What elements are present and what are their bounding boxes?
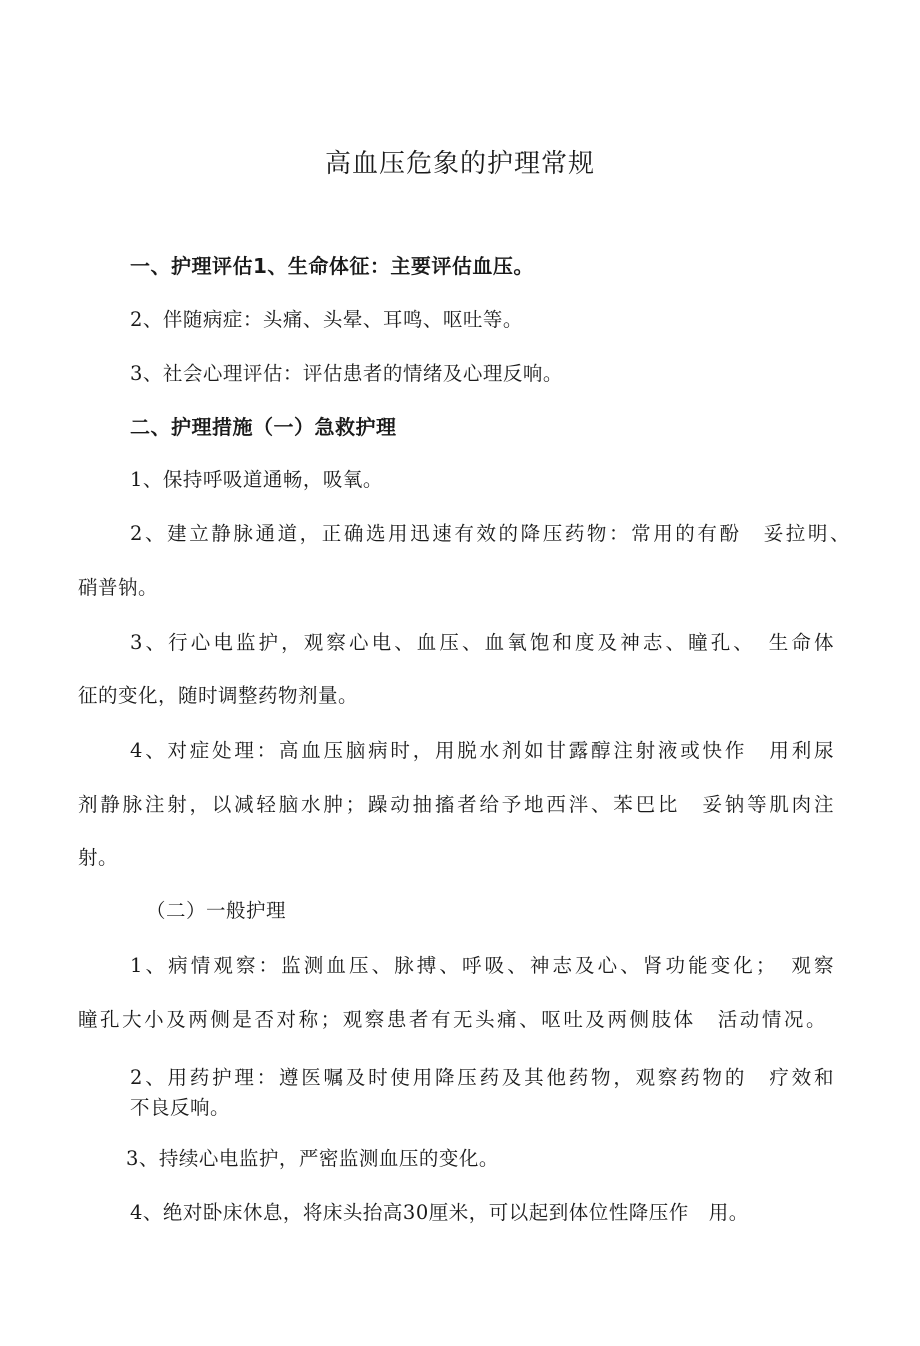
emergency-item-3-line-2: 征的变化，随时调整药物剂量。 <box>78 684 359 707</box>
general-item-2-line-2: 不良反响。 <box>130 1096 231 1119</box>
emergency-item-2-line-1: 2、建立静脉通道，正确选用迅速有效的降压药物：常用的有酚 妥拉明、 <box>130 522 850 545</box>
assessment-item-2: 2、伴随病症：头痛、头晕、耳鸣、呕吐等。 <box>130 308 523 331</box>
emergency-item-4-line-2: 剂静脉注射，以减轻脑水肿；躁动抽搐者给予地西泮、苯巴比 妥钠等肌肉注 <box>78 793 834 816</box>
section-1-heading: 一、护理评估1、生命体征：主要评估血压。 <box>130 254 534 278</box>
general-item-1-line-2: 瞳孔大小及两侧是否对称；观察患者有无头痛、呕吐及两侧肢体 活动情况。 <box>78 1008 826 1031</box>
subsection-general-care-heading: （二）一般护理 <box>146 899 287 922</box>
emergency-item-3-line-1: 3、行心电监护，观察心电、血压、血氧饱和度及神志、瞳孔、 生命体 <box>130 631 834 654</box>
document-title: 高血压危象的护理常规 <box>324 149 595 179</box>
general-item-4: 4、绝对卧床休息，将床头抬高30厘米，可以起到体位性降压作 用。 <box>130 1201 749 1224</box>
general-item-1-line-1: 1、病情观察：监测血压、脉搏、呼吸、神志及心、肾功能变化； 观察 <box>130 954 834 977</box>
emergency-item-4-line-1: 4、对症处理：高血压脑病时，用脱水剂如甘露醇注射液或快作 用利尿 <box>130 739 834 762</box>
assessment-item-3: 3、社会心理评估：评估患者的情绪及心理反响。 <box>130 362 563 385</box>
emergency-item-2-line-2: 硝普钠。 <box>78 576 159 599</box>
emergency-item-1: 1、保持呼吸道通畅，吸氧。 <box>130 468 383 491</box>
section-2-heading: 二、护理措施（一）急救护理 <box>130 415 397 439</box>
general-item-3: 3、持续心电监护，严密监测血压的变化。 <box>126 1147 499 1170</box>
emergency-item-4-line-3: 射。 <box>78 846 119 869</box>
general-item-2-line-1: 2、用药护理：遵医嘱及时使用降压药及其他药物，观察药物的 疗效和 <box>130 1066 834 1089</box>
